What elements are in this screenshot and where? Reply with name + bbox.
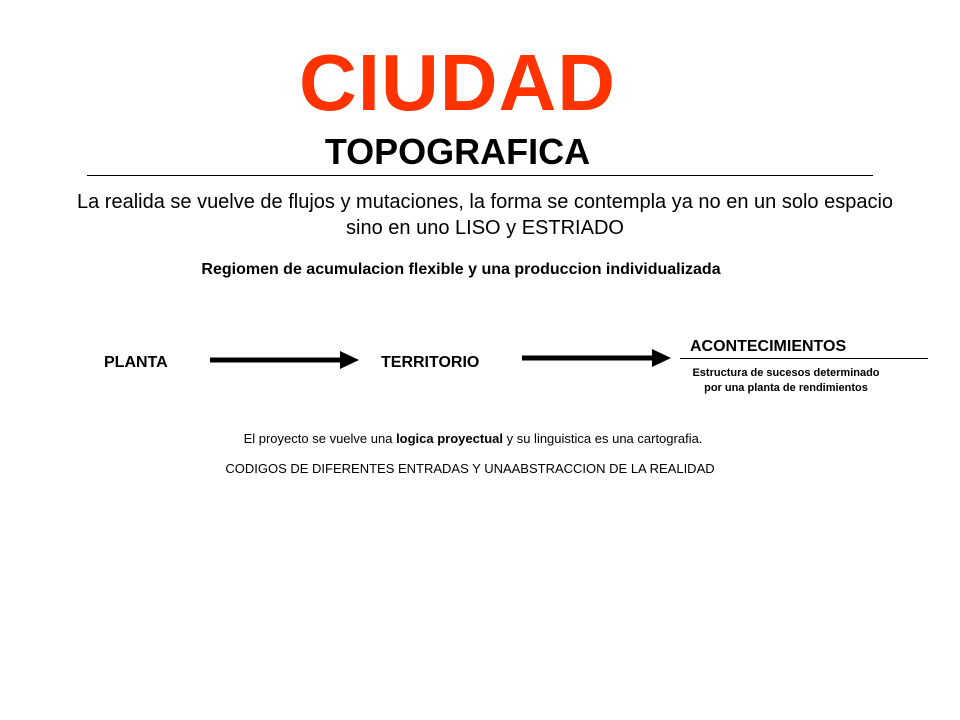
proyecto-text-before: El proyecto se vuelve una [243,431,397,446]
flow-arrow-2 [520,348,672,368]
regimen-statement: Regiomen de acumulacion flexible y una produccion individualizada [201,261,721,278]
codigos-statement: CODIGOS DE DIFERENTES ENTRADAS Y UNAABSTRACCION DE LA REALIDAD [225,461,715,476]
slide-title: CIUDAD [298,38,617,127]
title-divider [87,175,873,176]
acontecimientos-underline [680,358,928,359]
flow-step-planta: PLANTA [104,354,168,371]
flow-step-territorio: TERRITORIO [381,354,480,371]
proyecto-text-after: y su linguistica es una cartografia. [502,431,703,446]
acontecimientos-description: Estructura de sucesos determinado por una planta de rendimientos [692,367,880,394]
flow-step-acontecimientos: ACONTECIMIENTOS [690,338,847,355]
proyecto-statement [0,430,946,448]
intro-paragraph: La realida se vuelve de flujos y mutaciones, la forma se contempla ya no en un solo espacio sino en uno LISO y ESTRIADO [76,191,894,239]
proyecto-emphasis: logica proyectual [396,431,503,446]
slide-subtitle: TOPOGRAFICA [324,131,591,172]
flow-arrow-1 [208,350,360,370]
